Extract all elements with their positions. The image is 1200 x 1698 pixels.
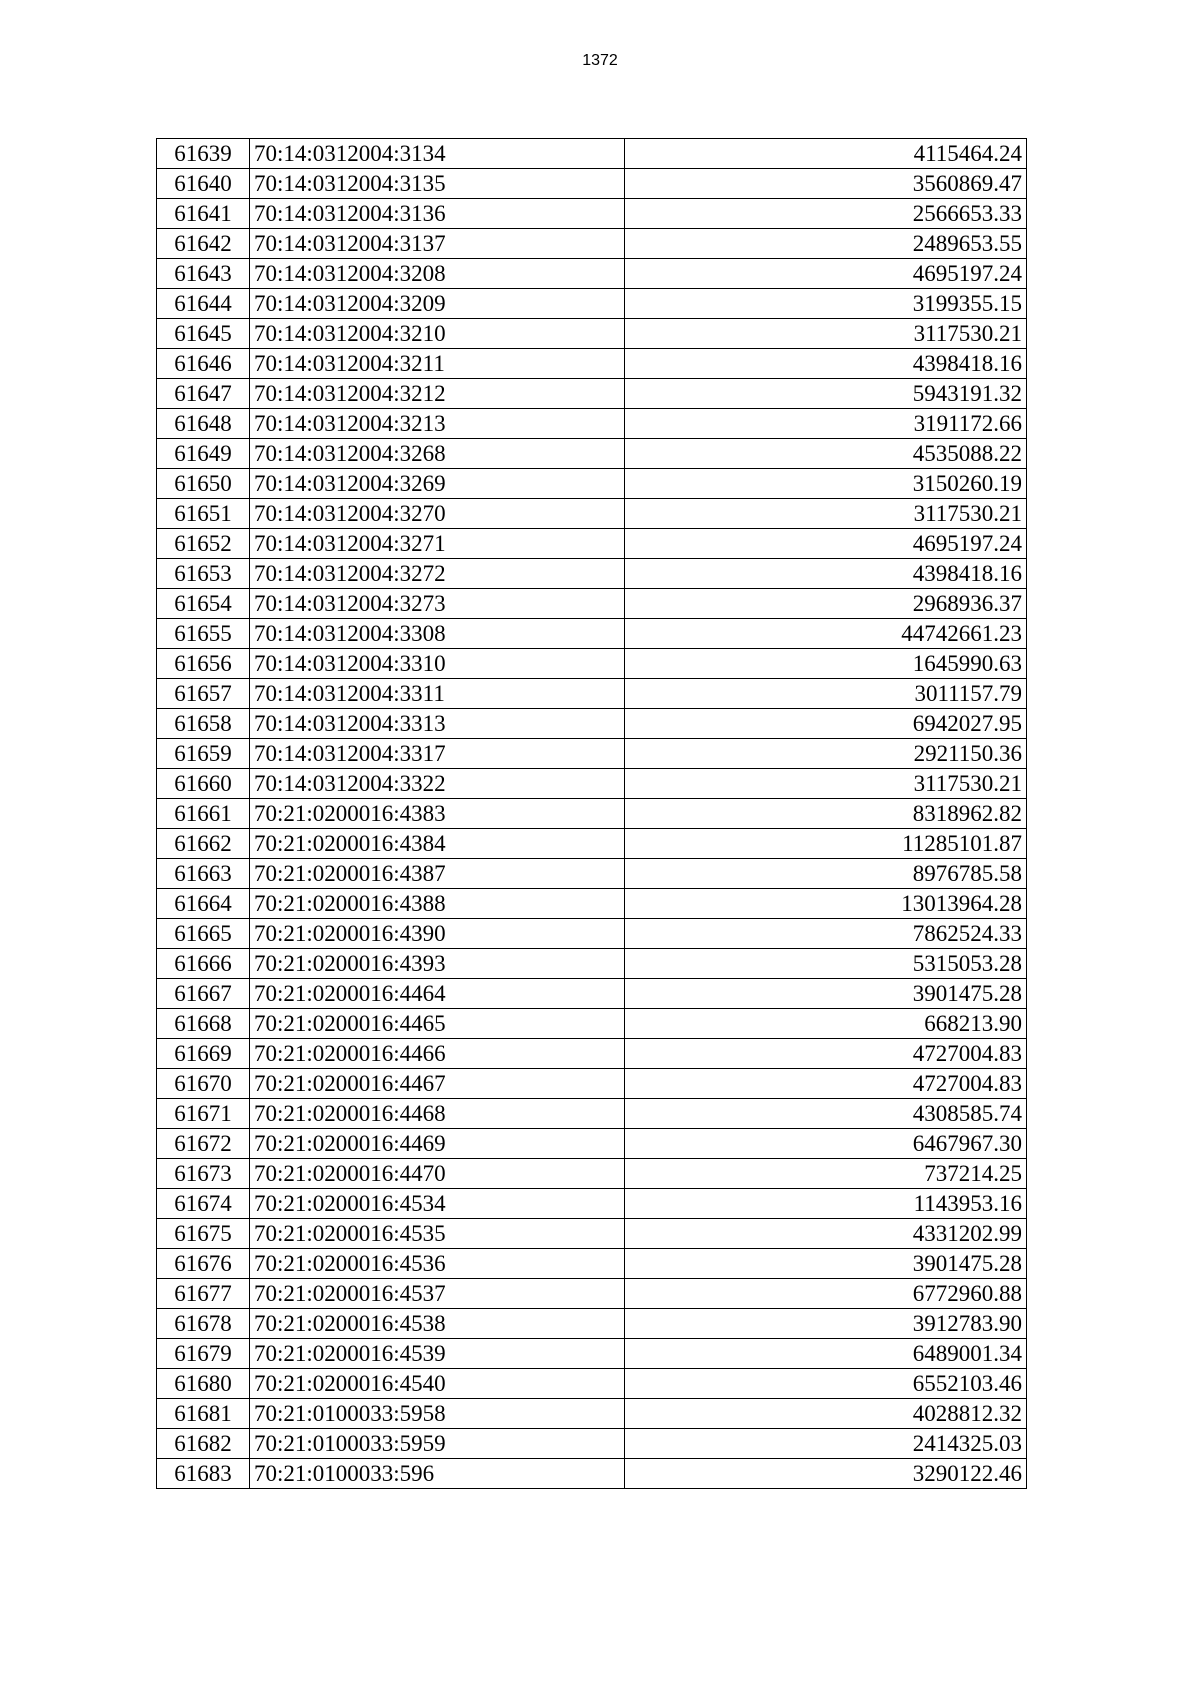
- cadastral-number-cell: 70:14:0312004:3135: [250, 169, 625, 199]
- row-number-cell: 61656: [157, 649, 250, 679]
- cadastral-number-cell: 70:14:0312004:3137: [250, 229, 625, 259]
- table-row: [157, 1399, 1027, 1429]
- row-number-cell: 61669: [157, 1039, 250, 1069]
- cadastral-number-cell: 70:21:0200016:4536: [250, 1249, 625, 1279]
- table-row: [157, 439, 1027, 469]
- cadastral-number-cell: 70:14:0312004:3317: [250, 739, 625, 769]
- table-row: [157, 1219, 1027, 1249]
- row-number-cell: 61674: [157, 1189, 250, 1219]
- cadastral-value-cell: 4398418.16: [625, 349, 1027, 379]
- table-row: [157, 919, 1027, 949]
- cadastral-value-cell: 13013964.28: [625, 889, 1027, 919]
- cadastral-number-cell: 70:14:0312004:3322: [250, 769, 625, 799]
- table-row: [157, 499, 1027, 529]
- cadastral-number-cell: 70:21:0200016:4390: [250, 919, 625, 949]
- cadastral-number-cell: 70:21:0200016:4469: [250, 1129, 625, 1159]
- cadastral-value-cell: 4535088.22: [625, 439, 1027, 469]
- cadastral-number-cell: 70:14:0312004:3313: [250, 709, 625, 739]
- cadastral-value-cell: 6772960.88: [625, 1279, 1027, 1309]
- cadastral-value-cell: 3901475.28: [625, 1249, 1027, 1279]
- cadastral-number-cell: 70:14:0312004:3134: [250, 139, 625, 169]
- cadastral-number-cell: 70:21:0200016:4535: [250, 1219, 625, 1249]
- cadastral-value-cell: 4308585.74: [625, 1099, 1027, 1129]
- row-number-cell: 61661: [157, 799, 250, 829]
- table-row: [157, 199, 1027, 229]
- cadastral-number-cell: 70:14:0312004:3210: [250, 319, 625, 349]
- cadastral-number-cell: 70:21:0200016:4537: [250, 1279, 625, 1309]
- cadastral-number-cell: 70:21:0200016:4393: [250, 949, 625, 979]
- cadastral-number-cell: 70:14:0312004:3269: [250, 469, 625, 499]
- row-number-cell: 61662: [157, 829, 250, 859]
- cadastral-value-cell: 3901475.28: [625, 979, 1027, 1009]
- row-number-cell: 61648: [157, 409, 250, 439]
- table-row: [157, 409, 1027, 439]
- cadastral-value-table: [156, 138, 1027, 1489]
- table-row: [157, 1159, 1027, 1189]
- table-body: [157, 139, 1027, 1489]
- row-number-cell: 61668: [157, 1009, 250, 1039]
- cadastral-value-cell: 4331202.99: [625, 1219, 1027, 1249]
- cadastral-number-cell: 70:14:0312004:3270: [250, 499, 625, 529]
- row-number-cell: 61679: [157, 1339, 250, 1369]
- table-row: [157, 529, 1027, 559]
- row-number-cell: 61639: [157, 139, 250, 169]
- table-row: [157, 1069, 1027, 1099]
- cadastral-number-cell: 70:14:0312004:3213: [250, 409, 625, 439]
- table-row: [157, 1339, 1027, 1369]
- table-row: [157, 799, 1027, 829]
- cadastral-value-cell: 2414325.03: [625, 1429, 1027, 1459]
- cadastral-number-cell: 70:21:0200016:4383: [250, 799, 625, 829]
- page-number: 1372: [582, 52, 618, 69]
- cadastral-value-cell: 668213.90: [625, 1009, 1027, 1039]
- cadastral-number-cell: 70:21:0200016:4384: [250, 829, 625, 859]
- cadastral-value-cell: 4398418.16: [625, 559, 1027, 589]
- cadastral-number-cell: 70:21:0100033:596: [250, 1459, 625, 1489]
- cadastral-value-cell: 3117530.21: [625, 769, 1027, 799]
- table-row: [157, 859, 1027, 889]
- row-number-cell: 61652: [157, 529, 250, 559]
- cadastral-value-cell: 2921150.36: [625, 739, 1027, 769]
- cadastral-number-cell: 70:14:0312004:3272: [250, 559, 625, 589]
- cadastral-value-cell: 1143953.16: [625, 1189, 1027, 1219]
- table-row: [157, 949, 1027, 979]
- table-row: [157, 169, 1027, 199]
- row-number-cell: 61680: [157, 1369, 250, 1399]
- row-number-cell: 61647: [157, 379, 250, 409]
- row-number-cell: 61642: [157, 229, 250, 259]
- row-number-cell: 61649: [157, 439, 250, 469]
- row-number-cell: 61663: [157, 859, 250, 889]
- cadastral-number-cell: 70:21:0200016:4539: [250, 1339, 625, 1369]
- cadastral-value-cell: 3560869.47: [625, 169, 1027, 199]
- row-number-cell: 61672: [157, 1129, 250, 1159]
- cadastral-value-cell: 4695197.24: [625, 529, 1027, 559]
- row-number-cell: 61660: [157, 769, 250, 799]
- table-row: [157, 349, 1027, 379]
- cadastral-value-cell: 8318962.82: [625, 799, 1027, 829]
- table-row: [157, 709, 1027, 739]
- table-row: [157, 1279, 1027, 1309]
- row-number-cell: 61675: [157, 1219, 250, 1249]
- table-row: [157, 769, 1027, 799]
- cadastral-number-cell: 70:21:0200016:4470: [250, 1159, 625, 1189]
- table-row: [157, 1459, 1027, 1489]
- table-row: [157, 739, 1027, 769]
- cadastral-number-cell: 70:21:0200016:4466: [250, 1039, 625, 1069]
- row-number-cell: 61671: [157, 1099, 250, 1129]
- row-number-cell: 61645: [157, 319, 250, 349]
- row-number-cell: 61665: [157, 919, 250, 949]
- table-row: [157, 1039, 1027, 1069]
- table-row: [157, 889, 1027, 919]
- table-row: [157, 649, 1027, 679]
- cadastral-number-cell: 70:21:0100033:5958: [250, 1399, 625, 1429]
- row-number-cell: 61682: [157, 1429, 250, 1459]
- cadastral-number-cell: 70:21:0200016:4534: [250, 1189, 625, 1219]
- cadastral-value-cell: 5315053.28: [625, 949, 1027, 979]
- table-row: [157, 1189, 1027, 1219]
- table-row: [157, 829, 1027, 859]
- cadastral-number-cell: 70:21:0200016:4468: [250, 1099, 625, 1129]
- cadastral-number-cell: 70:14:0312004:3310: [250, 649, 625, 679]
- cadastral-number-cell: 70:14:0312004:3308: [250, 619, 625, 649]
- table-row: [157, 1009, 1027, 1039]
- row-number-cell: 61659: [157, 739, 250, 769]
- table-row: [157, 1429, 1027, 1459]
- cadastral-value-cell: 2968936.37: [625, 589, 1027, 619]
- cadastral-number-cell: 70:14:0312004:3136: [250, 199, 625, 229]
- cadastral-value-cell: 6552103.46: [625, 1369, 1027, 1399]
- cadastral-value-cell: 3191172.66: [625, 409, 1027, 439]
- row-number-cell: 61657: [157, 679, 250, 709]
- cadastral-number-cell: 70:21:0200016:4538: [250, 1309, 625, 1339]
- cadastral-value-cell: 6467967.30: [625, 1129, 1027, 1159]
- row-number-cell: 61681: [157, 1399, 250, 1429]
- cadastral-number-cell: 70:21:0200016:4387: [250, 859, 625, 889]
- cadastral-value-cell: 3199355.15: [625, 289, 1027, 319]
- table-row: [157, 259, 1027, 289]
- row-number-cell: 61666: [157, 949, 250, 979]
- row-number-cell: 61658: [157, 709, 250, 739]
- cadastral-number-cell: 70:21:0200016:4388: [250, 889, 625, 919]
- table-row: [157, 319, 1027, 349]
- cadastral-value-cell: 3150260.19: [625, 469, 1027, 499]
- table-row: [157, 1099, 1027, 1129]
- cadastral-number-cell: 70:14:0312004:3271: [250, 529, 625, 559]
- row-number-cell: 61640: [157, 169, 250, 199]
- cadastral-value-cell: 2489653.55: [625, 229, 1027, 259]
- cadastral-value-cell: 8976785.58: [625, 859, 1027, 889]
- row-number-cell: 61673: [157, 1159, 250, 1189]
- table-row: [157, 1249, 1027, 1279]
- cadastral-value-cell: 3117530.21: [625, 499, 1027, 529]
- table-row: [157, 379, 1027, 409]
- row-number-cell: 61667: [157, 979, 250, 1009]
- table-row: [157, 1309, 1027, 1339]
- table-row: [157, 1369, 1027, 1399]
- cadastral-value-cell: 6942027.95: [625, 709, 1027, 739]
- cadastral-value-cell: 3011157.79: [625, 679, 1027, 709]
- cadastral-value-cell: 1645990.63: [625, 649, 1027, 679]
- cadastral-number-cell: 70:14:0312004:3211: [250, 349, 625, 379]
- cadastral-number-cell: 70:21:0200016:4467: [250, 1069, 625, 1099]
- row-number-cell: 61664: [157, 889, 250, 919]
- cadastral-number-cell: 70:14:0312004:3273: [250, 589, 625, 619]
- cadastral-value-cell: 4028812.32: [625, 1399, 1027, 1429]
- cadastral-number-cell: 70:21:0200016:4540: [250, 1369, 625, 1399]
- table-row: [157, 289, 1027, 319]
- cadastral-number-cell: 70:14:0312004:3209: [250, 289, 625, 319]
- cadastral-value-cell: 4727004.83: [625, 1069, 1027, 1099]
- cadastral-number-cell: 70:14:0312004:3311: [250, 679, 625, 709]
- cadastral-value-cell: 4115464.24: [625, 139, 1027, 169]
- table-row: [157, 559, 1027, 589]
- cadastral-value-cell: 2566653.33: [625, 199, 1027, 229]
- cadastral-value-cell: 4695197.24: [625, 259, 1027, 289]
- row-number-cell: 61646: [157, 349, 250, 379]
- cadastral-value-cell: 44742661.23: [625, 619, 1027, 649]
- table-row: [157, 979, 1027, 1009]
- table-row: [157, 1129, 1027, 1159]
- cadastral-number-cell: 70:14:0312004:3268: [250, 439, 625, 469]
- row-number-cell: 61653: [157, 559, 250, 589]
- cadastral-number-cell: 70:14:0312004:3208: [250, 259, 625, 289]
- row-number-cell: 61651: [157, 499, 250, 529]
- table-row: [157, 229, 1027, 259]
- cadastral-value-cell: 3117530.21: [625, 319, 1027, 349]
- row-number-cell: 61670: [157, 1069, 250, 1099]
- row-number-cell: 61676: [157, 1249, 250, 1279]
- row-number-cell: 61678: [157, 1309, 250, 1339]
- row-number-cell: 61677: [157, 1279, 250, 1309]
- cadastral-value-cell: 7862524.33: [625, 919, 1027, 949]
- table-row: [157, 589, 1027, 619]
- cadastral-number-cell: 70:21:0200016:4465: [250, 1009, 625, 1039]
- cadastral-value-cell: 4727004.83: [625, 1039, 1027, 1069]
- row-number-cell: 61641: [157, 199, 250, 229]
- row-number-cell: 61643: [157, 259, 250, 289]
- table-row: [157, 139, 1027, 169]
- cadastral-value-cell: 11285101.87: [625, 829, 1027, 859]
- row-number-cell: 61683: [157, 1459, 250, 1489]
- cadastral-number-cell: 70:21:0200016:4464: [250, 979, 625, 1009]
- cadastral-value-cell: 5943191.32: [625, 379, 1027, 409]
- row-number-cell: 61644: [157, 289, 250, 319]
- cadastral-number-cell: 70:21:0100033:5959: [250, 1429, 625, 1459]
- cadastral-value-cell: 3290122.46: [625, 1459, 1027, 1489]
- table-row: [157, 469, 1027, 499]
- table-row: [157, 619, 1027, 649]
- cadastral-value-cell: 737214.25: [625, 1159, 1027, 1189]
- row-number-cell: 61650: [157, 469, 250, 499]
- cadastral-number-cell: 70:14:0312004:3212: [250, 379, 625, 409]
- row-number-cell: 61655: [157, 619, 250, 649]
- cadastral-value-cell: 3912783.90: [625, 1309, 1027, 1339]
- row-number-cell: 61654: [157, 589, 250, 619]
- table-row: [157, 679, 1027, 709]
- cadastral-value-cell: 6489001.34: [625, 1339, 1027, 1369]
